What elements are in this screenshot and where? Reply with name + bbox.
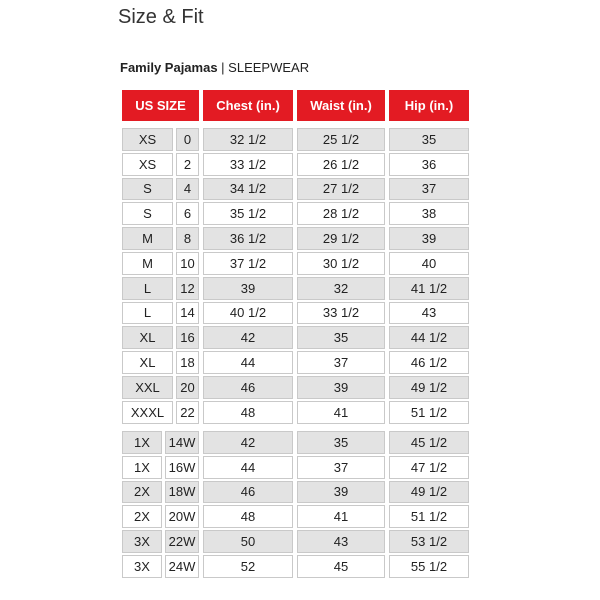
- hip-value: 47 1/2: [389, 456, 469, 479]
- header-us-size: US SIZE: [122, 90, 199, 121]
- size-label: M: [122, 227, 173, 250]
- hip-value: 39: [389, 227, 469, 250]
- chest-value: 44: [203, 456, 293, 479]
- chest-value: 35 1/2: [203, 202, 293, 225]
- chest-value: 48: [203, 401, 293, 424]
- waist-value: 37: [297, 456, 385, 479]
- size-number: 10: [176, 252, 199, 275]
- size-number: 16W: [165, 456, 199, 479]
- chest-value: 34 1/2: [203, 178, 293, 201]
- waist-value: 41: [297, 401, 385, 424]
- hip-value: 38: [389, 202, 469, 225]
- waist-value: 37: [297, 351, 385, 374]
- hip-value: 46 1/2: [389, 351, 469, 374]
- size-number: 4: [176, 178, 199, 201]
- hip-value: 49 1/2: [389, 481, 469, 504]
- waist-value: 45: [297, 555, 385, 578]
- hip-value: 49 1/2: [389, 376, 469, 399]
- page-title: Size & Fit: [118, 6, 204, 28]
- size-label: L: [122, 302, 173, 325]
- size-label: 3X: [122, 530, 162, 553]
- size-number: 22: [176, 401, 199, 424]
- waist-value: 39: [297, 376, 385, 399]
- chest-value: 42: [203, 431, 293, 454]
- waist-value: 41: [297, 505, 385, 528]
- category-name: SLEEPWEAR: [228, 60, 310, 75]
- chart-subtitle: [120, 60, 309, 75]
- subtitle-separator: |: [217, 60, 229, 75]
- hip-value: 45 1/2: [389, 431, 469, 454]
- waist-value: 39: [297, 481, 385, 504]
- size-number: 18W: [165, 481, 199, 504]
- chest-value: 39: [203, 277, 293, 300]
- waist-value: 27 1/2: [297, 178, 385, 201]
- chest-value: 37 1/2: [203, 252, 293, 275]
- waist-value: 26 1/2: [297, 153, 385, 176]
- size-number: 6: [176, 202, 199, 225]
- waist-value: 30 1/2: [297, 252, 385, 275]
- chest-value: 50: [203, 530, 293, 553]
- chest-value: 52: [203, 555, 293, 578]
- header-hip: Hip (in.): [389, 90, 469, 121]
- size-number: 2: [176, 153, 199, 176]
- hip-value: 55 1/2: [389, 555, 469, 578]
- waist-value: 33 1/2: [297, 302, 385, 325]
- hip-value: 40: [389, 252, 469, 275]
- size-label: XS: [122, 128, 173, 151]
- size-number: 0: [176, 128, 199, 151]
- size-label: XXL: [122, 376, 173, 399]
- header-chest: Chest (in.): [203, 90, 293, 121]
- size-label: XL: [122, 351, 173, 374]
- hip-value: 36: [389, 153, 469, 176]
- hip-value: 43: [389, 302, 469, 325]
- waist-value: 29 1/2: [297, 227, 385, 250]
- chest-value: 44: [203, 351, 293, 374]
- size-number: 8: [176, 227, 199, 250]
- size-label: XXXL: [122, 401, 173, 424]
- hip-value: 41 1/2: [389, 277, 469, 300]
- size-number: 12: [176, 277, 199, 300]
- size-number: 20: [176, 376, 199, 399]
- size-number: 22W: [165, 530, 199, 553]
- size-number: 20W: [165, 505, 199, 528]
- size-label: 2X: [122, 481, 162, 504]
- chest-value: 46: [203, 481, 293, 504]
- chest-value: 40 1/2: [203, 302, 293, 325]
- size-label: 2X: [122, 505, 162, 528]
- chest-value: 32 1/2: [203, 128, 293, 151]
- hip-value: 35: [389, 128, 469, 151]
- size-number: 18: [176, 351, 199, 374]
- hip-value: 51 1/2: [389, 401, 469, 424]
- chest-value: 46: [203, 376, 293, 399]
- size-label: XS: [122, 153, 173, 176]
- hip-value: 51 1/2: [389, 505, 469, 528]
- hip-value: 37: [389, 178, 469, 201]
- size-number: 24W: [165, 555, 199, 578]
- size-label: M: [122, 252, 173, 275]
- size-number: 14: [176, 302, 199, 325]
- chest-value: 36 1/2: [203, 227, 293, 250]
- hip-value: 44 1/2: [389, 326, 469, 349]
- waist-value: 35: [297, 326, 385, 349]
- waist-value: 25 1/2: [297, 128, 385, 151]
- size-number: 14W: [165, 431, 199, 454]
- waist-value: 35: [297, 431, 385, 454]
- header-waist: Waist (in.): [297, 90, 385, 121]
- waist-value: 28 1/2: [297, 202, 385, 225]
- size-label: XL: [122, 326, 173, 349]
- chest-value: 33 1/2: [203, 153, 293, 176]
- chest-value: 42: [203, 326, 293, 349]
- size-label: L: [122, 277, 173, 300]
- waist-value: 32: [297, 277, 385, 300]
- hip-value: 53 1/2: [389, 530, 469, 553]
- size-label: S: [122, 202, 173, 225]
- chest-value: 48: [203, 505, 293, 528]
- size-label: 1X: [122, 431, 162, 454]
- size-label: 1X: [122, 456, 162, 479]
- size-label: S: [122, 178, 173, 201]
- brand-name: Family Pajamas: [120, 60, 218, 75]
- size-number: 16: [176, 326, 199, 349]
- waist-value: 43: [297, 530, 385, 553]
- size-label: 3X: [122, 555, 162, 578]
